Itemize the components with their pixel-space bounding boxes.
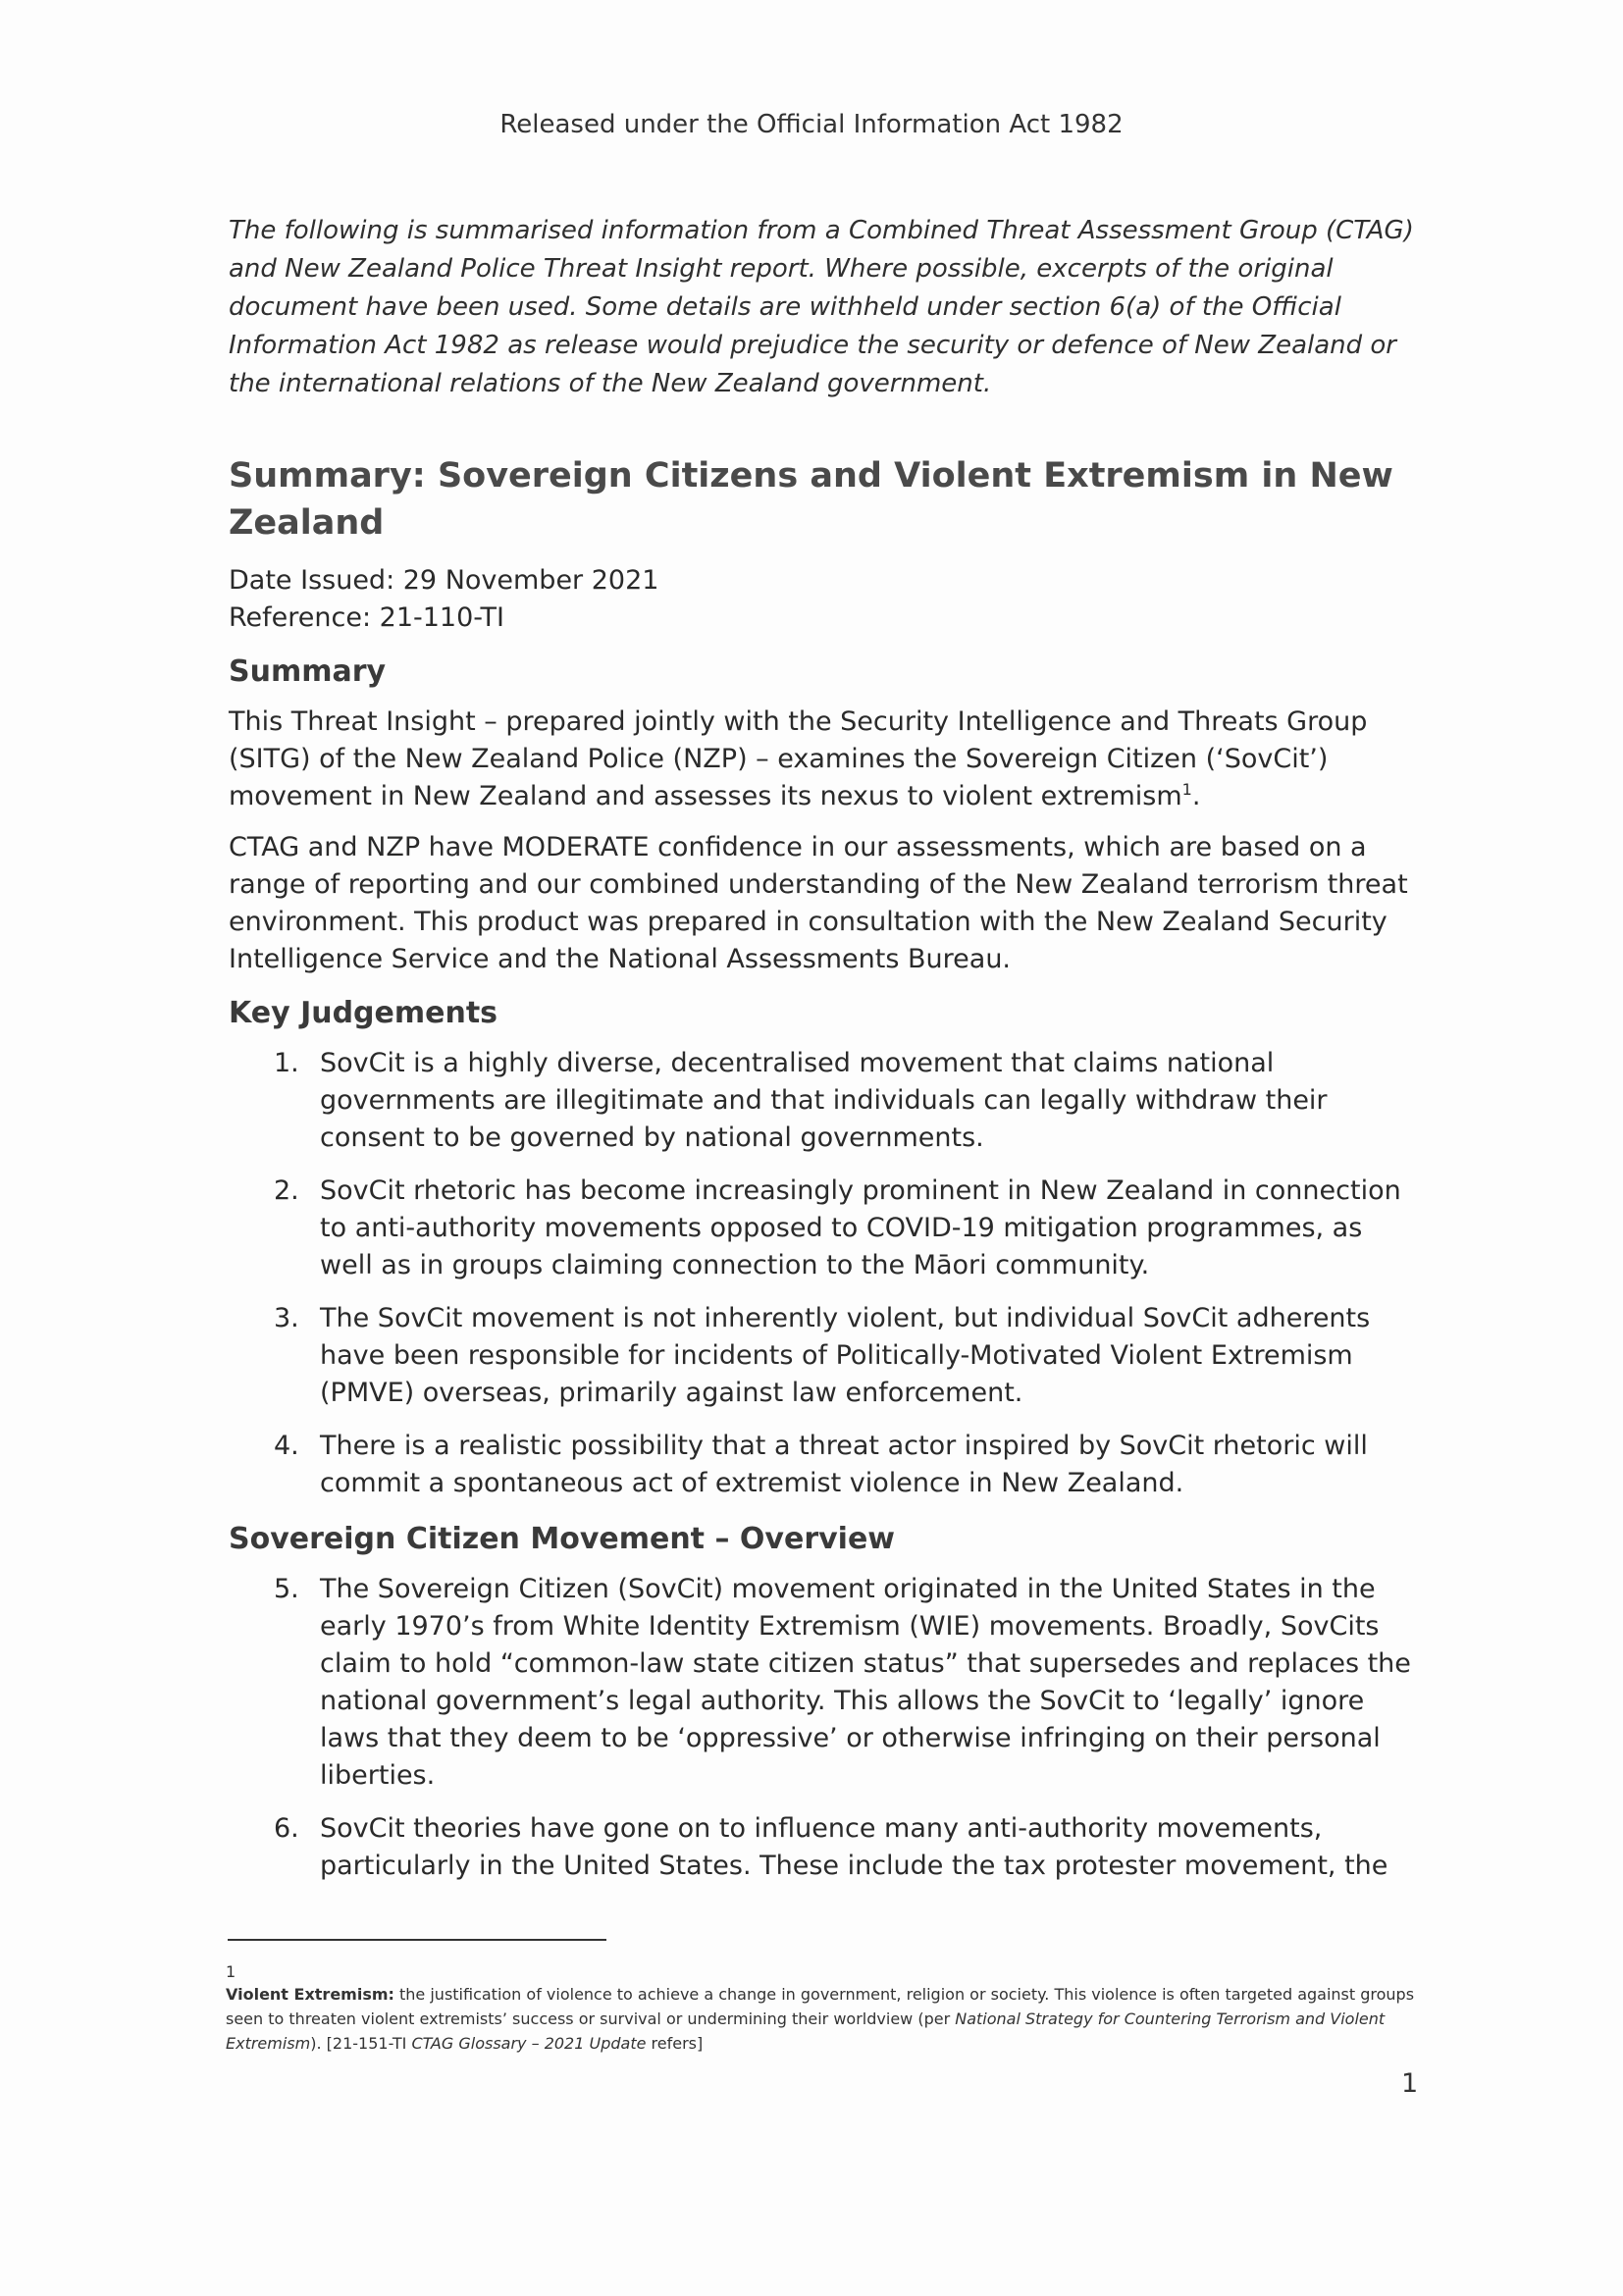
footnote-mark: 1 (226, 1962, 236, 1981)
footnote-text-3: refers] (646, 2034, 704, 2053)
summary-paragraph-1 (229, 704, 1421, 815)
item-text: The SovCit movement is not inherently violent, but individual SovCit adherents have been responsible for incidents of Politically-Motivated Violent Extremism (PMVE) overseas, primarily against law enforcement. (320, 1303, 1371, 1408)
item-number: 3. (274, 1303, 299, 1333)
list-item (229, 1300, 1421, 1412)
item-number: 5. (274, 1574, 299, 1604)
footnote-divider (228, 1939, 606, 1941)
footnote (226, 1962, 1423, 2056)
summary-paragraph-1-text: This Threat Insight – prepared jointly with the Security Intelligence and Threats Group (SITG) of the New Zealand Police (NZP) – examines the Sovereign Citizen (‘SovCit’) movement in New Zealand and assesses its nexus to violent extremism (229, 706, 1368, 811)
footnote-glossary-title: CTAG Glossary – 2021 Update (411, 2034, 647, 2053)
main-content (229, 212, 1421, 1901)
list-item (229, 1428, 1421, 1502)
date-issued: Date Issued: 29 November 2021 (229, 565, 659, 596)
key-judgements-list (229, 1045, 1421, 1502)
document-title: Summary: Sovereign Citizens and Violent Extremism in New Zealand (229, 456, 1393, 543)
list-item (229, 1045, 1421, 1157)
footnote-reference: 1 (1181, 780, 1192, 799)
summary-heading: Summary (229, 654, 387, 689)
reference-number: Reference: 21-110-TI (229, 602, 504, 633)
footnote-source-title: National Strategy for Countering Terrorism and Violent Extremism (226, 2009, 1386, 2053)
list-item (229, 1571, 1421, 1795)
intro-paragraph: The following is summarised information from a Combined Threat Assessment Group (CTAG) and New Zealand Police Threat Insight report. Where possible, excerpts of the original document have been used. Some details are withheld under section 6(a) of the Official Information Act 1982 as release would prejudice the security or defence of New Zealand or the international relations of the New Zealand government. (229, 216, 1414, 398)
summary-paragraph-2: CTAG and NZP have MODERATE confidence in our assessments, which are based on a range of reporting and our combined understanding of the New Zealand terrorism threat environment. This product was prepared in consultation with the New Zealand Security Intelligence Service and the National Assessments Bureau. (229, 832, 1408, 974)
item-text: There is a realistic possibility that a threat actor inspired by SovCit rhetoric will commit a spontaneous act of extremist violence in New Zealand. (320, 1431, 1368, 1498)
overview-list (229, 1571, 1421, 1885)
item-text: SovCit theories have gone on to influence many anti-authority movements, particularly in the United States. These include the tax protester movement, the (320, 1813, 1388, 1881)
list-item (229, 1810, 1421, 1885)
key-judgements-heading: Key Judgements (229, 996, 498, 1030)
release-notice: Released under the Official Information Act 1982 (499, 110, 1124, 139)
footnote-term: Violent Extremism: (226, 1985, 394, 2004)
item-text: SovCit rhetoric has become increasingly prominent in New Zealand in connection to anti-authority movements opposed to COVID-19 mitigation programmes, as well as in groups claiming connection to the Māori community. (320, 1175, 1401, 1280)
overview-heading: Sovereign Citizen Movement – Overview (229, 1522, 896, 1556)
item-number: 2. (274, 1175, 299, 1206)
item-text: SovCit is a highly diverse, decentralised movement that claims national governments are illegitimate and that individuals can legally withdraw their consent to be governed by national governments. (320, 1048, 1328, 1153)
summary-paragraph-1-end: . (1191, 781, 1201, 811)
item-number: 1. (274, 1048, 299, 1078)
footnote-text-2: ). [21-151-TI (310, 2034, 412, 2053)
item-number: 4. (274, 1431, 299, 1461)
item-number: 6. (274, 1813, 299, 1844)
page-number: 1 (1401, 2068, 1419, 2099)
item-text: The Sovereign Citizen (SovCit) movement originated in the United States in the early 1970’s from White Identity Extremism (WIE) movements. Broadly, SovCits claim to hold “common-law state citizen status” that supersedes and replaces the national government’s legal authority. This allows the SovCit to ‘legally’ ignore laws that they deem to be ‘oppressive’ or otherwise infringing on their personal liberties. (320, 1574, 1411, 1791)
footnote-text-1: the justification of violence to achieve a change in government, religion or society. This violence is often targeted against groups seen to threaten violent extremists’ success or survival or undermining their worldview (per (226, 1985, 1415, 2028)
list-item (229, 1173, 1421, 1284)
